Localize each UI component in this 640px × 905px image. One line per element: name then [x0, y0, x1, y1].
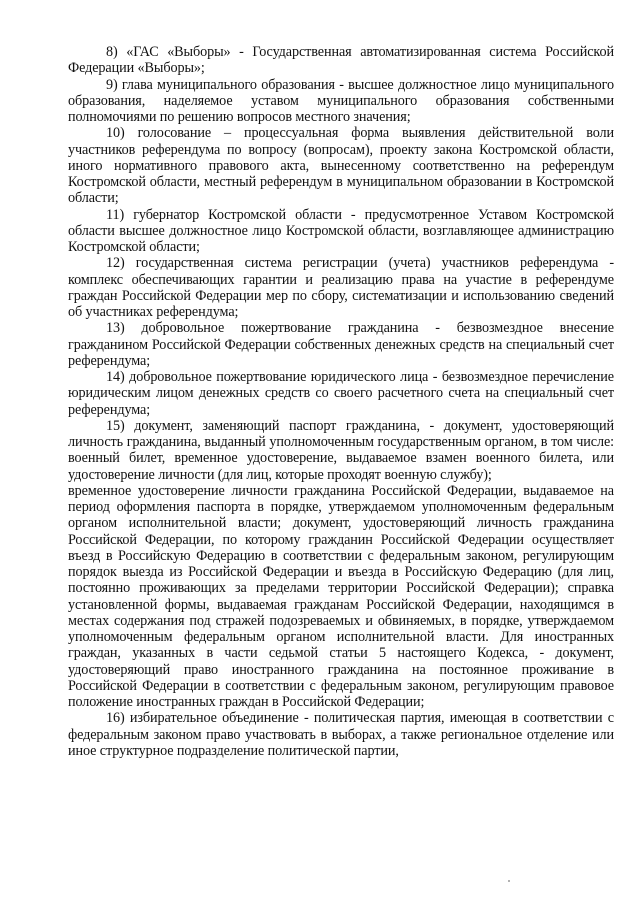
paragraph-8: 8) «ГАС «Выборы» - Государственная автоматизированная система Российской Федерации «Выборы»; — [68, 44, 614, 77]
paragraph-15: 15) документ, заменяющий паспорт гражданина, - документ, удостоверяющий личность гражданина, выданный уполномоченным государственным органом, в том числе: военный билет, временное удостоверение, выдаваемое взамен военного билета, или удостоверение личности (для лиц, которые проходят военную службу); — [68, 417, 614, 483]
paragraph-10: 10) голосование – процессуальная форма выявления действительной воли участников референдума по вопросу (вопросам), проекту закона Костромской области, иного нормативного правового акта, вынесенному соответственно на референдум Костромской области, местный референдум в муниципальном образовании в Костромской области; — [68, 125, 614, 207]
scan-speck — [508, 880, 510, 882]
paragraph-12: 12) государственная система регистрации (учета) участников референдума - комплекс обеспечивающих гарантии и реализацию права на участие в референдуме граждан Российской Федерации мер по сбору, систематизации и использованию сведений об участниках референдума; — [68, 255, 614, 320]
paragraph-13: 13) добровольное пожертвование гражданина - безвозмездное внесение гражданином Российской Федерации собственных денежных средств на специальный счет референдума; — [68, 320, 614, 369]
paragraph-9: 9) глава муниципального образования - высшее должностное лицо муниципального образования, наделяемое уставом муниципального образования собственными полномочиями по решению вопросов местного значения; — [68, 76, 614, 125]
paragraph-14: 14) добровольное пожертвование юридического лица - безвозмездное перечисление юридическим лицом денежных средств со своего расчетного счета на специальный счет референдума; — [68, 369, 614, 418]
paragraph-16: 16) избирательное объединение - политическая партия, имеющая в соответствии с федеральным законом право участвовать в выборах, а также региональное отделение или иное структурное подразделение политической партии, — [68, 710, 614, 759]
paragraph-15-continuation: временное удостоверение личности гражданина Российской Федерации, выдаваемое на период оформления паспорта в порядке, утверждаемом уполномоченным федеральным органом исполнительной власти; документ, удостоверяющий личность гражданина Российской Федерации, по которому гражданин Российской Федерации осуществляет въезд в Российскую Федерацию в соответствии с федеральным законом, регулирующим порядок выезда из Российской Федерации и въезда в Российскую Федерацию (для лиц, постоянно проживающих за пределами территории Российской Федерации); справка установленной формы, выдаваемая гражданам Российской Федерации, находящимся в местах содержания под стражей подозреваемых и обвиняемых, в порядке, утверждаемом уполномоченным федеральным органом исполнительной власти. Для иностранных граждан, указанных в части седьмой статьи 5 настоящего Кодекса, - документ, удостоверяющий право иностранного гражданина на постоянное проживание в Российской Федерации в соответствии с федеральным законом, регулирующим правовое положение иностранных граждан в Российской Федерации; — [68, 482, 614, 710]
paragraph-11: 11) губернатор Костромской области - предусмотренное Уставом Костромской области высшее должностное лицо Костромской области, возглавляющее администрацию Костромской области; — [68, 206, 614, 255]
